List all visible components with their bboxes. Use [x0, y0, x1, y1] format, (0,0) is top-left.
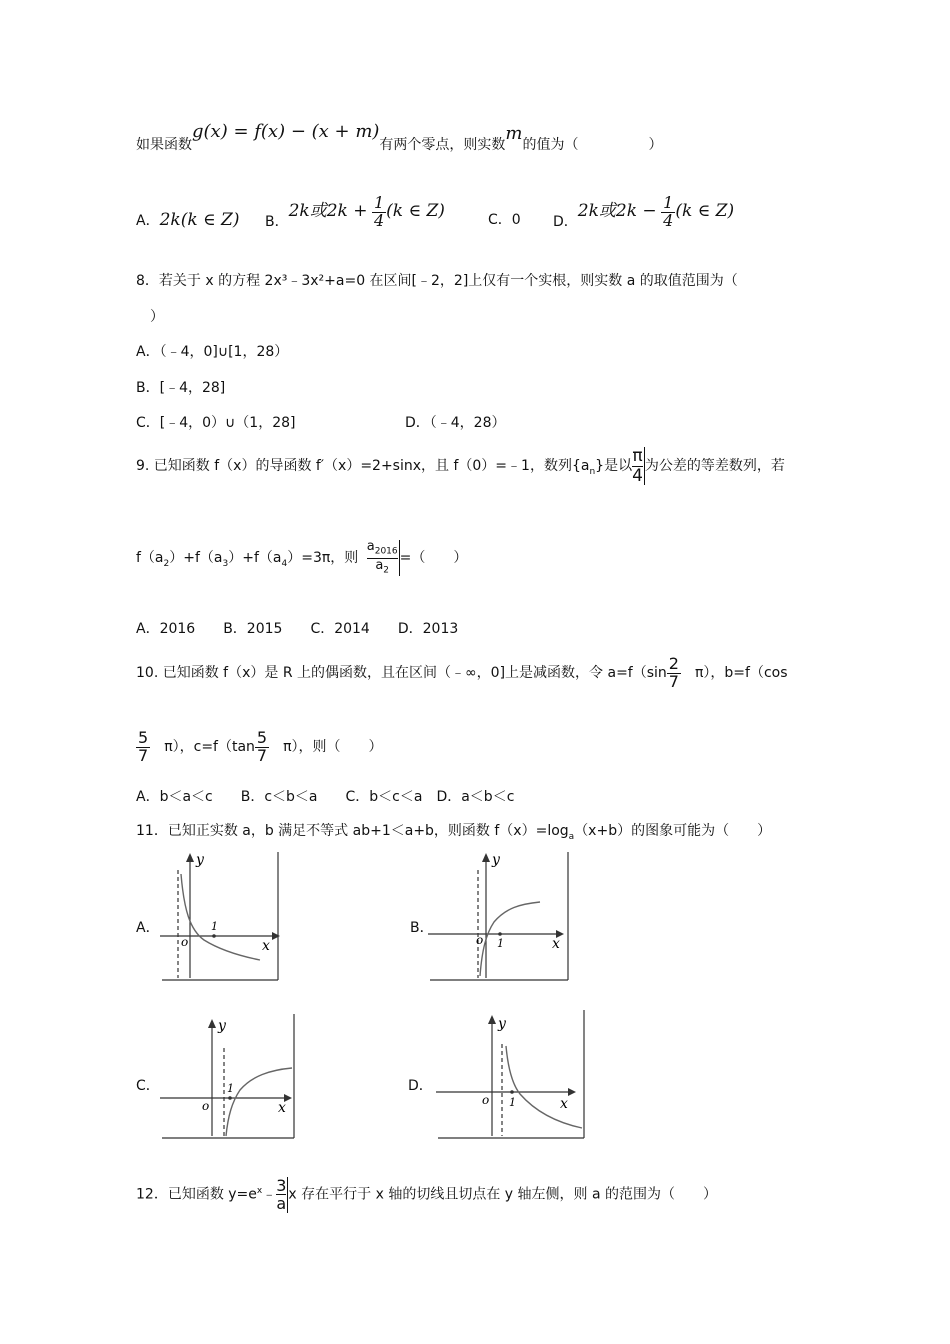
graph-a-y-label: y	[196, 852, 204, 868]
q10-options: A．b＜a＜c B．c＜b＜a C．b＜c＜a D．a＜b＜c	[136, 789, 515, 805]
graph-a-origin: o	[181, 935, 189, 949]
graph-d-y-label: y	[498, 1016, 506, 1032]
q10-frac-5-7-a: $\frac{5}{7}$	[138, 727, 149, 765]
q10-line2: $\frac{5}{7}$ π），c=f（tan $\frac{5}{7}$ π），则（ ）	[138, 727, 383, 765]
graph-d-origin: o	[482, 1093, 490, 1107]
q7-mid: 有两个零点，则实数	[379, 137, 506, 153]
q7-post: 的值为（ ）	[522, 137, 663, 153]
q11-label-c: C．	[136, 1078, 160, 1094]
q7-option-d: D．2k或2k − $\frac{1}{4}$ (k ∈ Z)	[553, 192, 735, 230]
q9-pi-over-4: $\frac{\pi}{4}$	[632, 445, 643, 486]
q11-stem: 11．已知正实数 a，b 满足不等式 ab+1＜a+b，则函数 $f(x)=\log_a(x+b)$的图象可能为（ ）	[136, 823, 772, 842]
q8-line1: 8．若关于 x 的方程 2x³﹣3x²+a=0 在区间[﹣2，2]上仅有一个实根，则实数 a 的取值范围为（	[136, 273, 738, 289]
graph-b-y-label: y	[492, 852, 500, 868]
q11-graph-b	[428, 850, 572, 984]
q11-label-d: D．	[408, 1078, 433, 1094]
q7-d-fraction: $\frac{1}{4}$	[663, 192, 674, 230]
graph-a-x-label: x	[262, 938, 270, 954]
q8-line2: ）	[150, 309, 164, 325]
graph-b-tick: 1	[497, 937, 504, 950]
q7-var: m	[505, 123, 523, 144]
q8-option-b: B．[﹣4，28]	[136, 380, 226, 396]
q9-options: A．2016 B．2015 C．2014 D．2013	[136, 621, 459, 637]
q9-line2: $f(a_2)+f(a_3)+f(a_4)=3\pi$，则 $\frac{a_{2016}}{a_2}$ =（ ）	[136, 539, 468, 576]
graph-b-origin: o	[476, 933, 484, 947]
q11-label-b: B．	[410, 920, 434, 936]
q7-b-fraction: $\frac{1}{4}$	[373, 192, 385, 230]
q8-option-d: D．（﹣4，28）	[405, 415, 506, 431]
q9-ratio: $\frac{a_{2016}}{a_2}$	[366, 539, 398, 576]
q7-stem	[136, 121, 663, 164]
q7-formula: g(x) = f(x) − (x + m)	[192, 121, 380, 142]
q12-stem: 12．已知函数 $y=e^x﹣$ $\frac{3}{a}$ x 存在平行于 x 轴的切线且切点在 y 轴左侧，则 a 的范围为（ ）	[136, 1175, 718, 1214]
graph-c-x-label: x	[278, 1100, 286, 1116]
q7-option-b: B．2k或2k + $\frac{1}{4}$ (k ∈ Z)	[265, 192, 445, 230]
q7-option-a: A．2k(k ∈ Z)	[136, 210, 240, 230]
q7-pre: 如果函数	[136, 137, 192, 153]
q11-graph-c	[160, 1012, 300, 1142]
graph-d-x-label: x	[560, 1096, 568, 1112]
graph-c-origin: o	[202, 1099, 210, 1113]
q10-frac-5-7-b: $\frac{5}{7}$	[256, 727, 268, 765]
q12-fraction: $\frac{3}{a}$	[276, 1175, 287, 1214]
graph-a-tick: 1	[211, 920, 218, 933]
q8-option-a: A．（﹣4，0]∪[1，28）	[136, 344, 289, 360]
q8-option-c: C．[﹣4，0）∪（1，28]	[136, 415, 296, 431]
q11-label-a: A．	[136, 920, 160, 936]
q11-graph-d	[436, 1008, 586, 1142]
q7-option-c: C．0	[488, 212, 521, 228]
graph-d-tick: 1	[509, 1096, 516, 1109]
q10-line1: 10. 已知函数 f（x）是 R 上的偶函数，且在区间（﹣∞，0]上是减函数，令 a=f（sin $\frac{2}{7}$ π），b=f（cos	[136, 653, 788, 691]
q9-line1: 9. 已知函数 f（x）的导函数 f′（x）=2+sinx，且 f（0）=﹣1，数列$\{a_n\}$是以 $\frac{\pi}{4}$ 为公差的等差数列，若	[136, 445, 785, 486]
graph-c-y-label: y	[218, 1018, 226, 1034]
q10-frac-2-7: $\frac{2}{7}$	[668, 653, 679, 691]
graph-b-x-label: x	[552, 936, 560, 952]
graph-c-tick: 1	[227, 1082, 234, 1095]
q11-graph-a	[160, 850, 282, 984]
